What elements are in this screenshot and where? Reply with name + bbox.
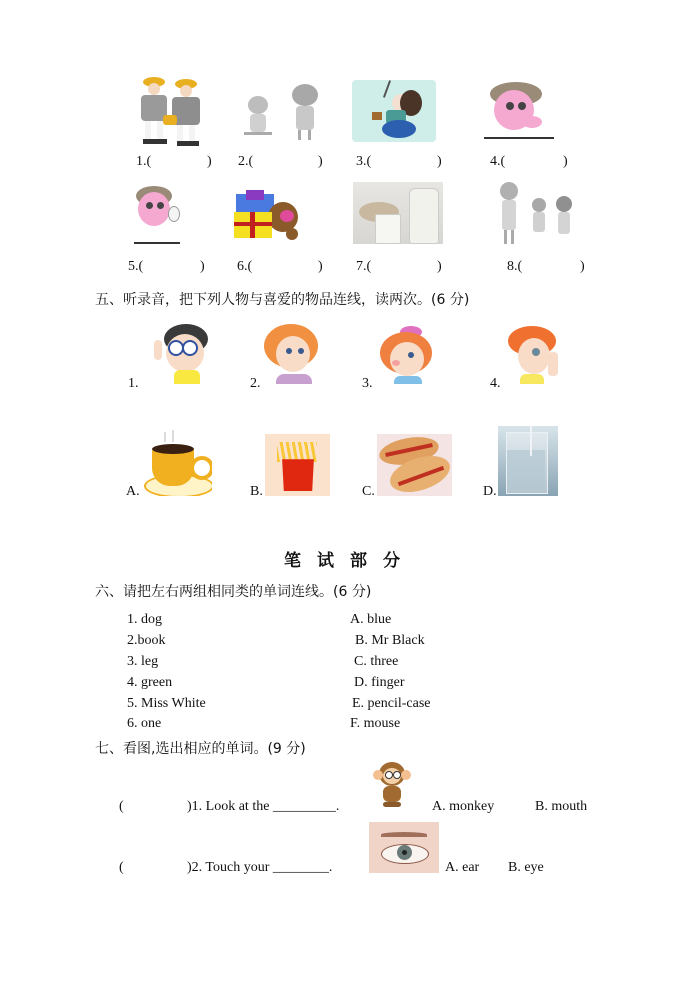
image-eye [369, 822, 439, 873]
item-label-b: B. [250, 484, 263, 499]
answer-slot-2[interactable]: 2.( [238, 154, 254, 169]
right-word-d[interactable]: D. finger [354, 675, 405, 690]
left-word-4[interactable]: 4. green [127, 675, 173, 690]
image-gifts-and-teddy-bear [232, 190, 304, 242]
image-coffee-cup [140, 430, 212, 496]
image-two-students-with-bags [135, 75, 210, 147]
person-label-1: 1. [128, 376, 139, 391]
image-monkey [373, 762, 413, 808]
question-2-stem: )2. Touch your ________. [187, 860, 333, 875]
item-label-a: A. [126, 484, 140, 499]
image-milk-and-bread [353, 182, 443, 244]
image-boy-and-girl-sketch [240, 82, 335, 144]
right-word-b[interactable]: B. Mr Black [355, 633, 425, 648]
question-2-option-a[interactable]: A. ear [445, 860, 480, 875]
right-word-e[interactable]: E. pencil-case [352, 696, 431, 711]
image-glass-of-water [498, 426, 558, 496]
answer-slot-4[interactable]: 4.( [490, 154, 506, 169]
section-6-heading: 六、请把左右两组相同类的单词连线。(6 分) [95, 584, 372, 600]
answer-open-paren-1[interactable]: ( [119, 799, 124, 814]
item-label-c: C. [362, 484, 375, 499]
left-word-3[interactable]: 3. leg [127, 654, 159, 669]
person-label-3: 3. [362, 376, 373, 391]
written-part-title: 笔试部分 [284, 551, 416, 571]
image-woman-orange-hair [502, 326, 570, 384]
answer-slot-7-close: ) [437, 259, 442, 274]
left-word-2[interactable]: 2.book [127, 633, 166, 648]
answer-slot-4-close: ) [563, 154, 568, 169]
item-label-d: D. [483, 484, 497, 499]
section-5-heading: 五、听录音，把下列人物与喜爱的物品连线，读两次。(6 分) [95, 292, 470, 308]
answer-slot-3-close: ) [437, 154, 442, 169]
image-girl-orange-hair [262, 324, 324, 384]
image-boy-thinking [482, 82, 557, 140]
answer-slot-2-close: ) [318, 154, 323, 169]
question-1-option-b[interactable]: B. mouth [535, 799, 588, 814]
question-1-option-a[interactable]: A. monkey [432, 799, 495, 814]
left-word-6[interactable]: 6. one [127, 716, 162, 731]
person-label-4: 4. [490, 376, 501, 391]
person-label-2: 2. [250, 376, 261, 391]
right-word-a[interactable]: A. blue [350, 612, 392, 627]
image-french-fries [265, 434, 330, 496]
right-word-f[interactable]: F. mouse [350, 716, 401, 731]
left-word-1[interactable]: 1. dog [127, 612, 162, 627]
answer-slot-7[interactable]: 7.( [356, 259, 372, 274]
right-word-c[interactable]: C. three [354, 654, 399, 669]
answer-slot-5-close: ) [200, 259, 205, 274]
answer-slot-1[interactable]: 1.( [136, 154, 152, 169]
answer-slot-8-close: ) [580, 259, 585, 274]
left-word-5[interactable]: 5. Miss White [127, 696, 206, 711]
section-7-heading: 七、看图,选出相应的单词。(9 分) [95, 741, 306, 757]
answer-slot-6-close: ) [318, 259, 323, 274]
answer-slot-6[interactable]: 6.( [237, 259, 253, 274]
image-hot-dogs [377, 434, 452, 496]
image-girl-pink-bow [376, 326, 438, 384]
image-girl-flying-kite [352, 80, 436, 142]
answer-slot-3[interactable]: 3.( [356, 154, 372, 169]
question-1-stem: )1. Look at the _________. [187, 799, 340, 814]
answer-slot-5[interactable]: 5.( [128, 259, 144, 274]
image-boy-with-glasses [150, 322, 212, 384]
image-boy-waving [132, 186, 182, 246]
question-2-option-b[interactable]: B. eye [508, 860, 544, 875]
answer-slot-1-close: ) [207, 154, 212, 169]
image-mother-and-children-sketch [496, 182, 580, 246]
answer-open-paren-2[interactable]: ( [119, 860, 124, 875]
answer-slot-8[interactable]: 8.( [507, 259, 523, 274]
